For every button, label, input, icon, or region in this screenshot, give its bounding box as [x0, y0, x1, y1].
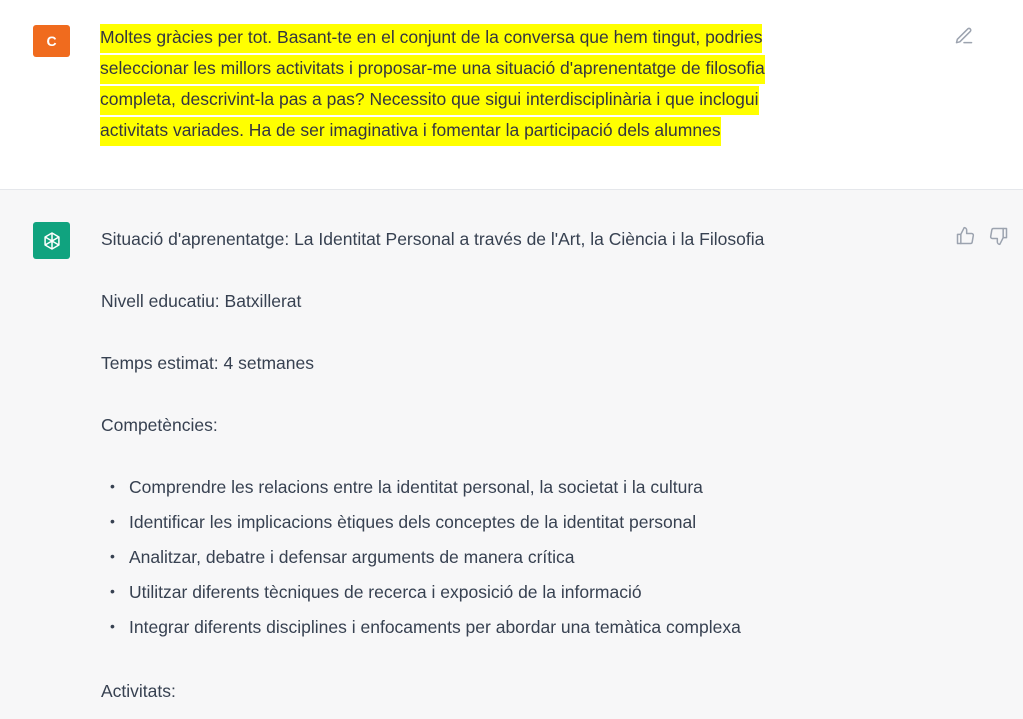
- list-item: [101, 511, 741, 546]
- user-message-line: Moltes gràcies per tot. Basant-te en el conjunt de la conversa que hem tingut, podries: [100, 24, 762, 53]
- bullet-icon: •: [110, 478, 115, 494]
- assistant-avatar: [33, 222, 70, 259]
- education-level: Nivell educatiu: Batxillerat: [101, 291, 302, 311]
- learning-situation-title: Situació d'aprenentatge: La Identitat Personal a través de l'Art, la Ciència i la Filosofia: [101, 229, 765, 249]
- thumbs-down-icon[interactable]: [989, 226, 1009, 246]
- list-item: [101, 581, 741, 616]
- estimated-time: Temps estimat: 4 setmanes: [101, 353, 314, 373]
- competencies-heading: Competències:: [101, 415, 218, 435]
- competencies-list: [101, 476, 741, 651]
- user-message-line: activitats variades. Ha de ser imaginativa i fomentar la participació dels alumnes: [100, 117, 721, 146]
- user-message-line: seleccionar les millors activitats i proposar-me una situació d'aprenentatge de filosofia: [100, 55, 765, 84]
- user-avatar-letter: C: [46, 33, 57, 49]
- competency-text: Utilitzar diferents tècniques de recerca i exposició de la informació: [129, 582, 642, 602]
- openai-logo-icon: [40, 229, 64, 253]
- user-avatar: [33, 25, 70, 57]
- list-item: [101, 546, 741, 581]
- bullet-icon: •: [110, 618, 115, 634]
- list-item: [101, 476, 741, 511]
- bullet-icon: •: [110, 583, 115, 599]
- competency-text: Comprendre les relacions entre la identitat personal, la societat i la cultura: [129, 477, 703, 497]
- competency-text: Identificar les implicacions ètiques dels conceptes de la identitat personal: [129, 512, 697, 532]
- thumbs-up-icon[interactable]: [955, 226, 975, 246]
- user-message-row: [0, 0, 1023, 190]
- user-message-text: [100, 22, 900, 146]
- bullet-icon: •: [110, 548, 115, 564]
- bullet-icon: •: [110, 513, 115, 529]
- activities-heading: Activitats:: [101, 681, 176, 701]
- edit-icon[interactable]: [954, 26, 974, 46]
- competency-text: Analitzar, debatre i defensar arguments de manera crítica: [129, 547, 575, 567]
- user-message-line: completa, descrivint-la pas a pas? Necessito que sigui interdisciplinària i que inclogui: [100, 86, 759, 115]
- competency-text: Integrar diferents disciplines i enfocaments per abordar una temàtica complexa: [129, 617, 741, 637]
- list-item: [101, 616, 741, 651]
